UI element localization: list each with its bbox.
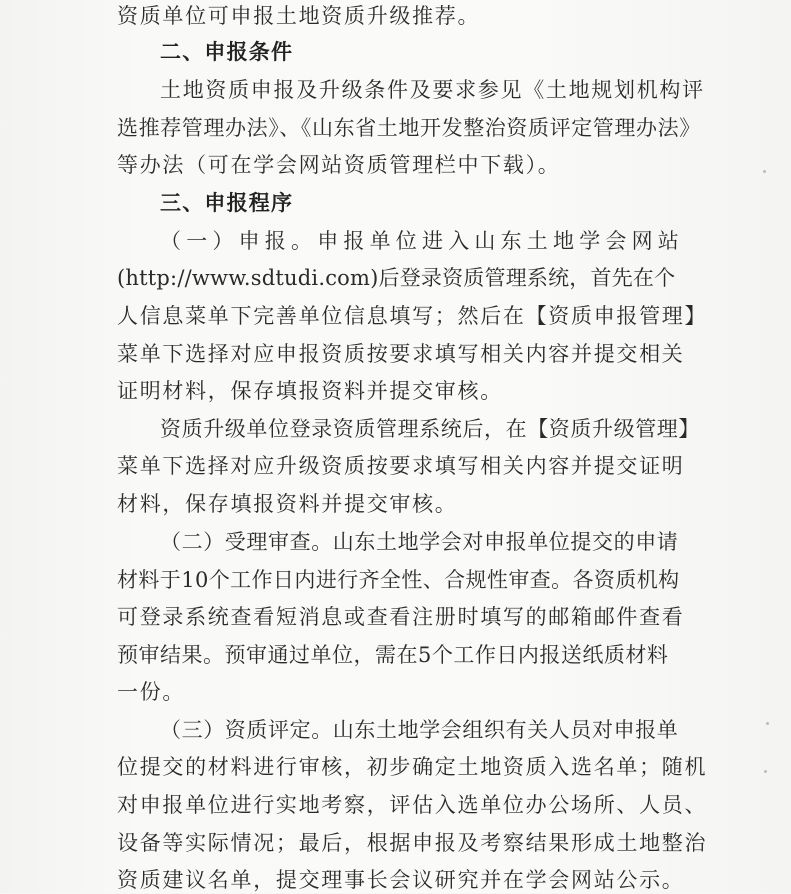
- text-line: （二）受理审查。山东土地学会对申报单位提交的申请: [160, 530, 679, 554]
- text-line: 证明材料，保存填报资料并提交审核。: [117, 379, 503, 403]
- text-line: 资质单位可申报土地资质升级推荐。: [117, 4, 481, 28]
- text-line: 位提交的材料进行审核，初步确定土地资质入选名单；随机: [117, 755, 708, 779]
- scan-speck: [763, 170, 766, 173]
- text-line: 人信息菜单下完善单位信息填写；然后在【资质申报管理】: [117, 304, 708, 328]
- text-line: 材料，保存填报资料并提交审核。: [117, 492, 458, 516]
- text-line: 一份。: [117, 680, 186, 704]
- text-line: （三）资质评定。山东土地学会组织有关人员对申报单: [160, 718, 679, 742]
- text-line: 等办法（可在学会网站资质管理栏中下载）。: [117, 153, 561, 177]
- scan-speck: [764, 770, 767, 773]
- text-line: （一）申报。申报单位进入山东土地学会网站: [160, 229, 684, 253]
- text-line: 菜单下选择对应升级资质按要求填写相关内容并提交证明: [117, 454, 685, 478]
- text-line: 设备等实际情况；最后，根据申报及考察结果形成土地整治: [117, 831, 708, 855]
- text-line: 资质建议名单，提交理事长会议研究并在学会网站公示。: [117, 868, 685, 892]
- scan-speck: [766, 722, 769, 725]
- text-line: 预审结果。预审通过单位，需在5个工作日内报送纸质材料: [117, 643, 669, 667]
- text-line: 材料于10个工作日内进行齐全性、合规性审查。各资质机构: [117, 568, 680, 592]
- text-line: (http://www.sdtudi.com)后登录资质管理系统，首先在个: [117, 266, 676, 290]
- text-line: 土地资质申报及升级条件及要求参见《土地规划机构评: [160, 78, 705, 102]
- text-line: 菜单下选择对应申报资质按要求填写相关内容并提交相关: [117, 342, 685, 366]
- text-line: 可登录系统查看短消息或查看注册时填写的邮箱邮件查看: [117, 605, 685, 629]
- text-line: 对申报单位进行实地考察，评估入选单位办公场所、人员、: [117, 793, 708, 817]
- text-line: 资质升级单位登录资质管理系统后，在【资质升级管理】: [160, 417, 700, 441]
- text-line: 选推荐管理办法》、《山东省土地开发整治资质评定管理办法》: [117, 116, 701, 140]
- section-heading: 三、申报程序: [160, 191, 294, 215]
- section-heading: 二、申报条件: [160, 40, 294, 64]
